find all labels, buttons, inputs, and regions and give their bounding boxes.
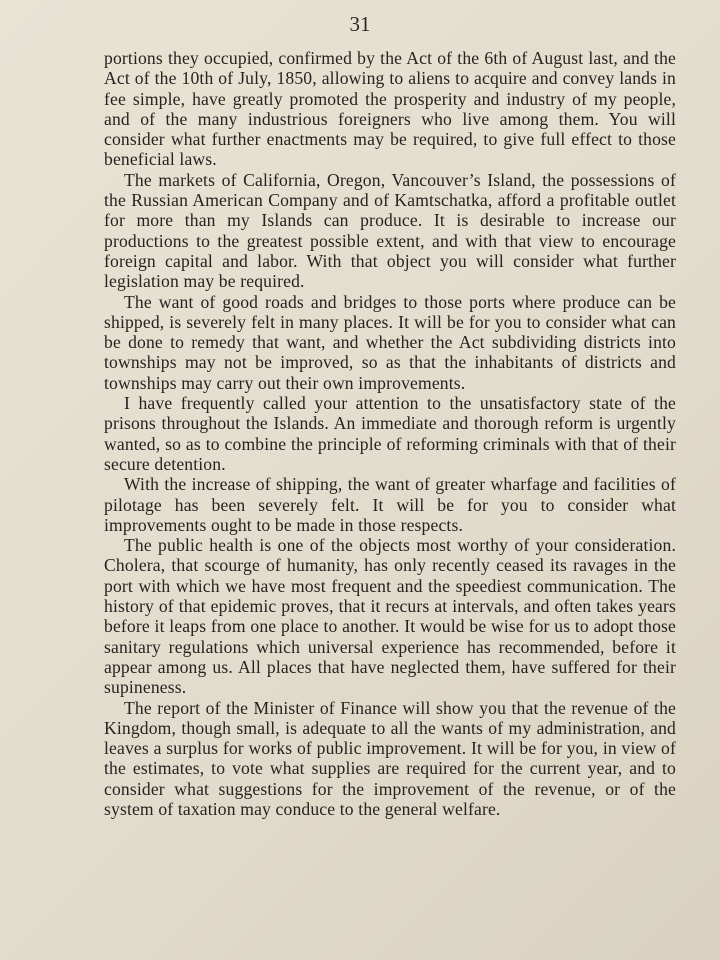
paragraph-markets: The markets of California, Oregon, Vancouver’s Island, the possessions of the Russian American Company and of Kamtschatka, afford a profitable outlet for more than my Islands can produce. It is desirable to increase our productions to the greatest possible extent, and with that view to encourage foreign capital and labor. With that object you will consider what further legislation may be required. bbox=[104, 169, 676, 292]
paragraph-public-health: The public health is one of the objects most worthy of your consideration. Cholera, that scourge of humanity, has only recently ceased its ravages in the port with which we have most frequent and the speediest communication. The history of that epidemic proves, that it recurs at intervals, and often takes years before it leaps from one place to another. It would be wise for us to adopt those sanitary regulations which universal experience has recommended, before it appear among us. All places that have neglected them, have suffered for their supineness. bbox=[104, 535, 676, 698]
page-number: 31 bbox=[349, 12, 371, 36]
paragraph-prisons: I have frequently called your attention to the unsatisfactory state of the prisons throughout the Islands. An immediate and thorough reform is urgently wanted, so as to combine the principle of reforming criminals with that of their secure detention. bbox=[104, 393, 676, 474]
paragraph-roads-bridges: The want of good roads and bridges to those ports where produce can be shipped, is severely felt in many places. It will be for you to consider what can be done to remedy that want, and whether the Act subdividing districts into townships may not be improved, so as that the inhabitants of districts and townships may carry out their own improvements. bbox=[104, 291, 676, 393]
body-text bbox=[104, 48, 676, 819]
paragraph-continuation: portions they occupied, confirmed by the Act of the 6th of August last, and the Act of the 10th of July, 1850, allowing to aliens to acquire and convey lands in fee simple, have greatly promoted the prosperity and industry of my people, and of the many industrious foreigners who live among them. You will consider what further enactments may be required, to give full effect to those beneficial laws. bbox=[104, 48, 676, 170]
paragraph-finance: The report of the Minister of Finance will show you that the revenue of the Kingdom, though small, is adequate to all the wants of my administration, and leaves a surplus for works of public improvement. It will be for you, in view of the estimates, to vote what supplies are required for the current year, and to consider what suggestions for the improvement of the revenue, or of the system of taxation may conduce to the general welfare. bbox=[104, 697, 676, 819]
paragraph-shipping: With the increase of shipping, the want of greater wharfage and facilities of pilotage has been severely felt. It will be for you to consider what improvements ought to be made in those respects. bbox=[104, 474, 676, 535]
